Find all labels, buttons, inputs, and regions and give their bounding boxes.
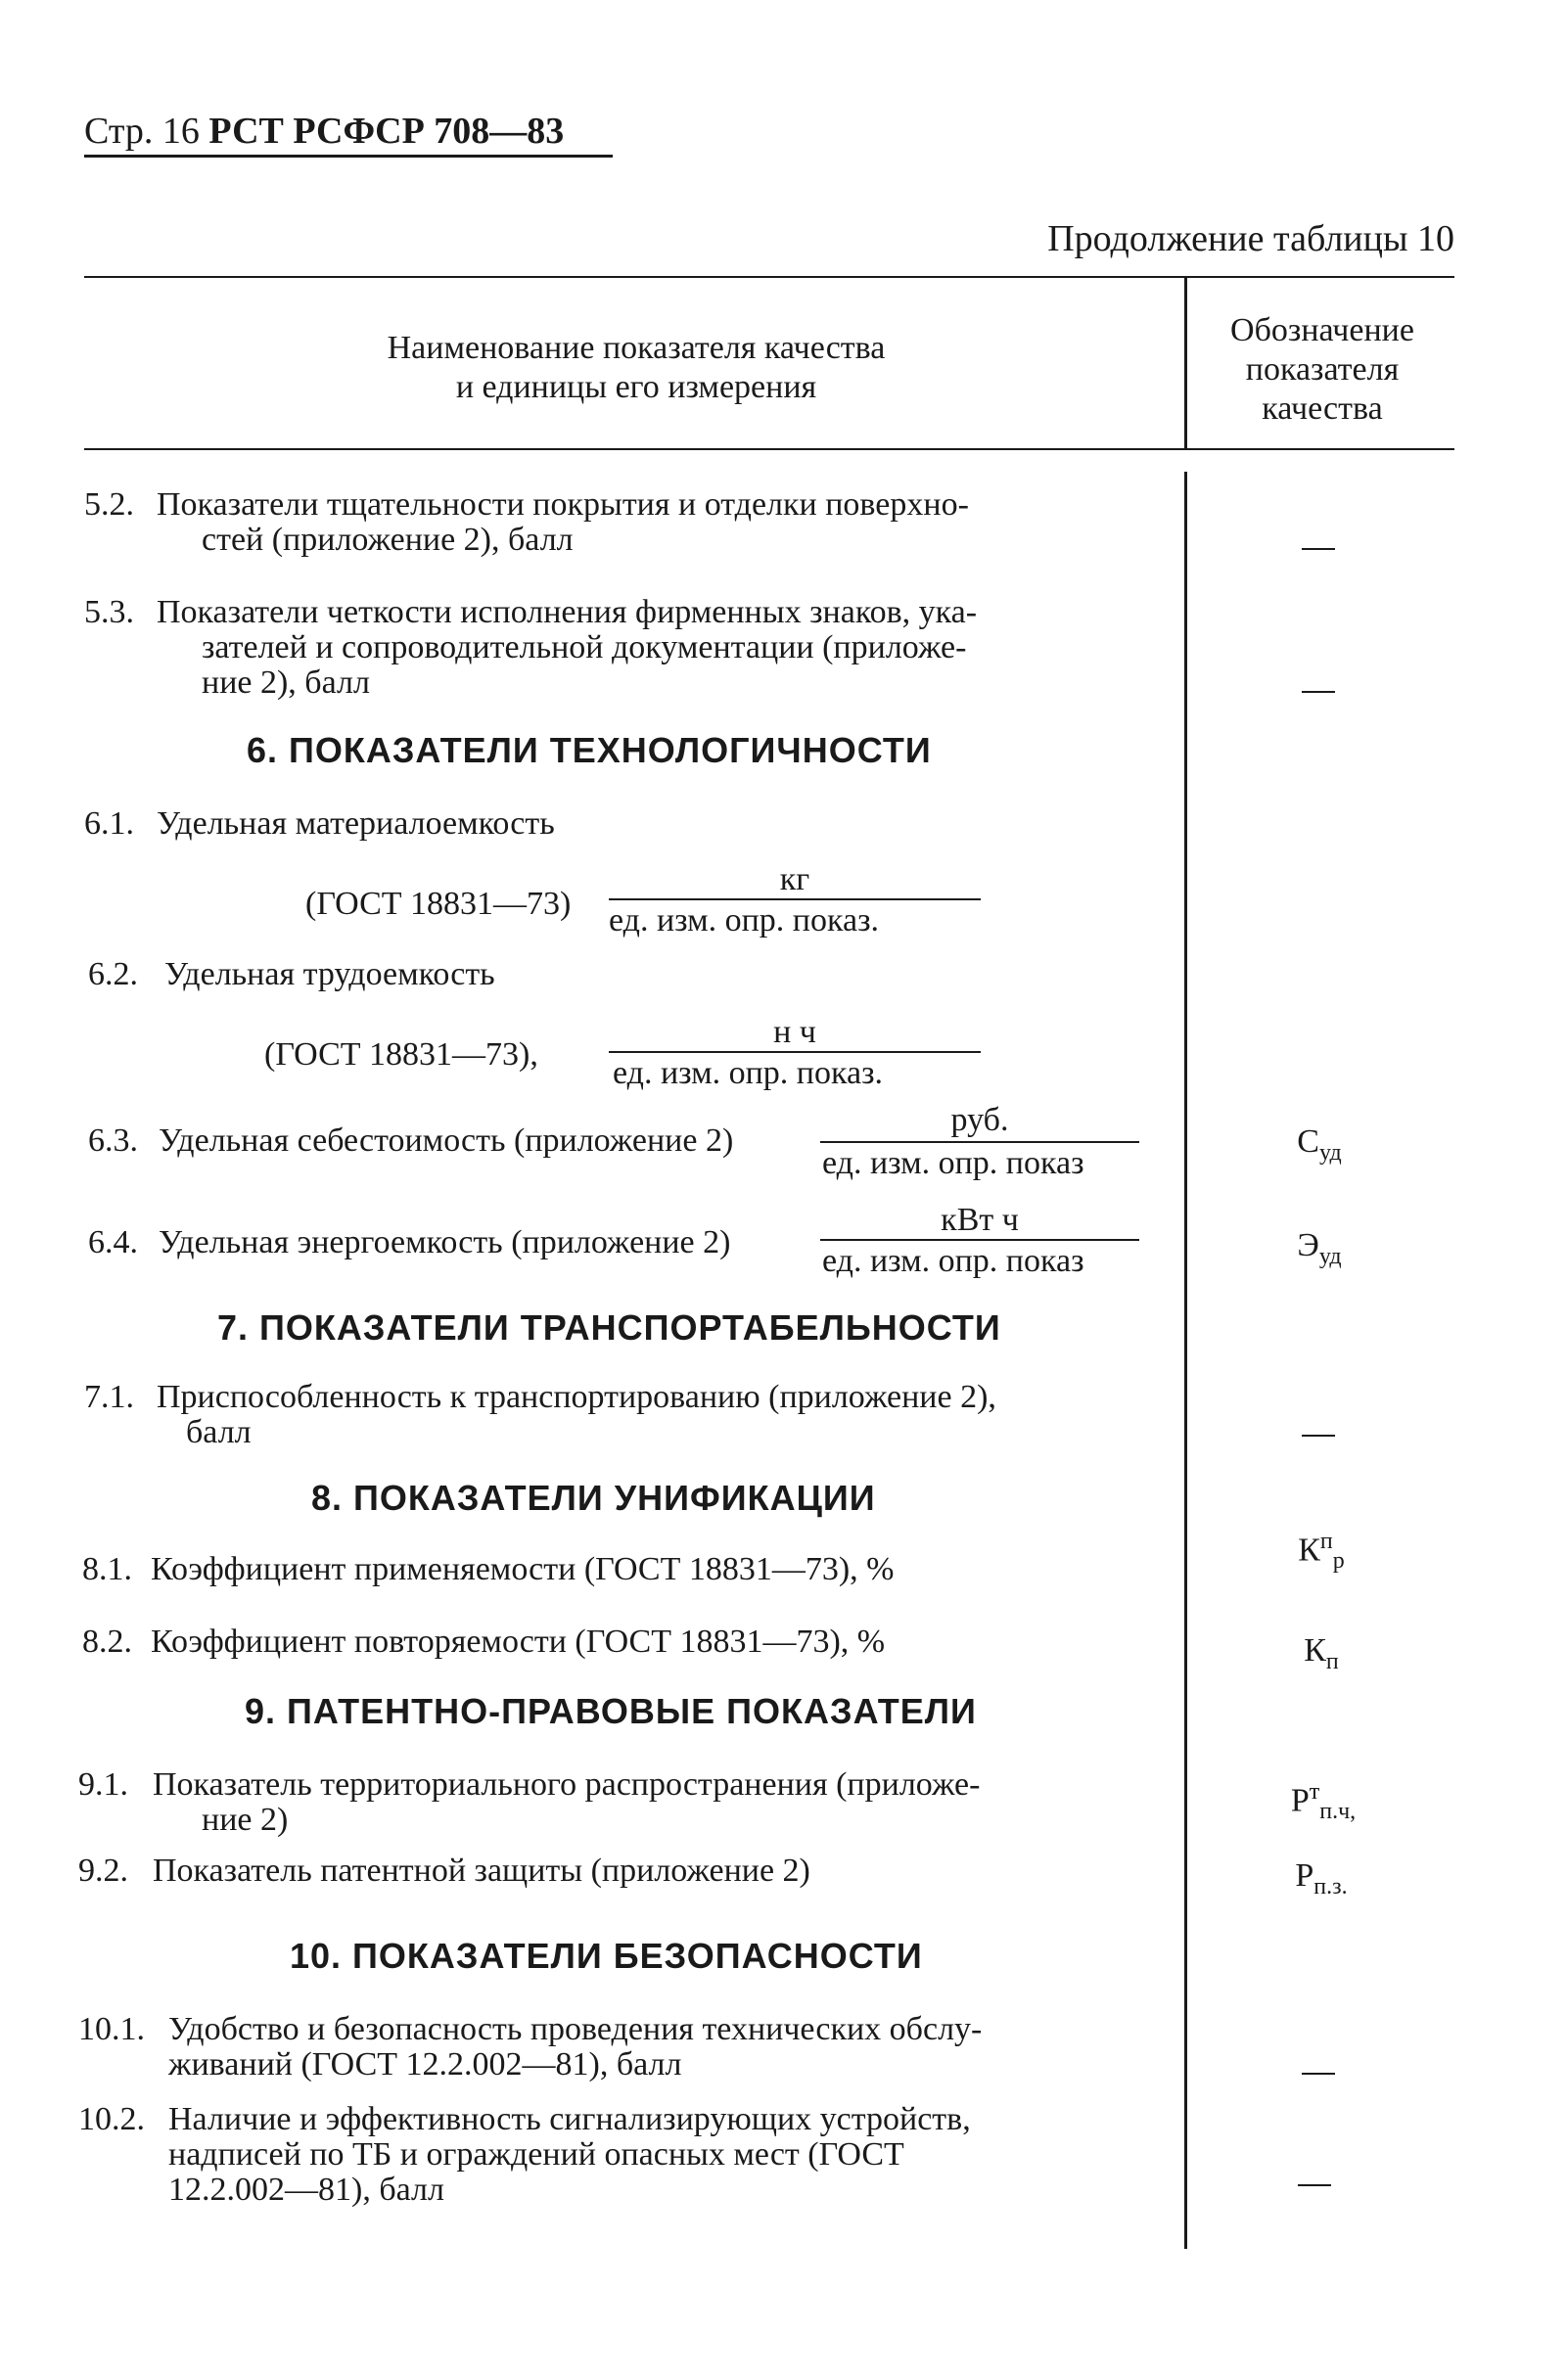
symbol-subscript: р [1332,1548,1345,1575]
row-number: 5.2. [84,486,134,523]
table-top-rule [84,276,1454,278]
section-heading-7: 7. ПОКАЗАТЕЛИ ТРАНСПОРТАБЕЛЬНОСТИ [217,1307,1001,1348]
row-text: Наличие и эффективность сигнализирующих устройств, [168,2101,971,2137]
symbol-letter: Э [1297,1227,1319,1263]
row-number: 6.3. [88,1122,138,1159]
section-heading-9: 9. ПАТЕНТНО-ПРАВОВЫЕ ПОКАЗАТЕЛИ [245,1691,977,1731]
column-header-indicator-name [196,329,1077,407]
section-heading-6: 6. ПОКАЗАТЕЛИ ТЕХНОЛОГИЧНОСТИ [247,730,932,770]
row-number: 6.4. [88,1224,138,1260]
symbol-letter: К [1304,1632,1326,1669]
symbol-subscript: п [1325,1648,1339,1674]
symbol-r-pch [1225,1779,1421,1825]
fraction-numerator: руб. [950,1102,1009,1138]
fraction-denominator: ед. изм. опр. показ [822,1145,1084,1181]
fraction-bar [609,1051,981,1053]
row-number: 5.3. [84,594,134,630]
unit-fraction [609,861,981,949]
symbol-r-pz [1223,1857,1419,1900]
row-text: ние 2), балл [202,664,370,701]
page-label: Стр. 16 [84,111,200,152]
column-header-line: и единицы его измерения [455,369,817,405]
fraction-denominator: ед. изм. опр. показ [822,1243,1084,1279]
row-text: Показатель патентной защиты (приложение 2) [153,1853,810,1889]
symbol-subscript: п.з. [1313,1873,1348,1899]
row-text: Показатель территориального распространения (приложе- [153,1766,981,1803]
body-column-divider [1184,472,1187,2249]
section-heading-8: 8. ПОКАЗАТЕЛИ УНИФИКАЦИИ [311,1478,876,1518]
row-text: Показатели тщательности покрытия и отделки поверхно- [157,486,969,523]
row-text: Удельная трудоемкость [164,956,495,992]
row-text: ние 2) [202,1802,289,1838]
fraction-denominator: ед. изм. опр. показ. [613,1055,884,1091]
no-symbol-dash [1302,691,1335,693]
section-heading-10: 10. ПОКАЗАТЕЛИ БЕЗОПАСНОСТИ [290,1936,923,1976]
symbol-k-p [1223,1632,1419,1675]
row-text: Показатели четкости исполнения фирменных знаков, ука- [157,594,978,630]
symbol-c-ud [1221,1123,1417,1167]
table-header-rule [84,448,1454,450]
unit-fraction [820,1202,1139,1290]
row-number: 9.1. [78,1766,128,1803]
no-symbol-dash [1302,548,1335,550]
no-symbol-dash [1302,1435,1335,1437]
fraction-bar [820,1141,1139,1143]
row-number: 10.1. [78,2011,145,2047]
row-text: надписей по ТБ и ограждений опасных мест (ГОСТ [168,2136,904,2173]
row-text: Удобство и безопасность проведения технических обслу- [168,2011,983,2047]
symbol-letter: Р [1295,1857,1314,1894]
symbol-subscript: уд [1318,1243,1342,1269]
row-text: Удельная энергоемкость (приложение 2) [159,1224,731,1260]
no-symbol-dash [1302,2073,1335,2075]
row-text: стей (приложение 2), балл [202,522,574,558]
column-header-line: показателя [1245,351,1400,388]
row-number: 8.1. [82,1551,132,1587]
symbol-letter: К [1298,1532,1320,1569]
symbol-subscript: п.ч, [1319,1799,1357,1825]
fraction-numerator: кВт ч [941,1202,1019,1238]
symbol-k-pr [1223,1529,1419,1575]
page-header [84,110,564,153]
row-number: 7.1. [84,1379,134,1415]
column-header-line: качества [1262,390,1383,427]
row-text: Коэффициент применяемости (ГОСТ 18831—73), % [151,1551,895,1587]
row-text: живаний (ГОСТ 12.2.002—81), балл [168,2046,682,2082]
symbol-letter: С [1297,1123,1319,1160]
row-number: 6.2. [88,956,138,992]
unit-fraction [609,1014,981,1102]
row-6-1-reference: (ГОСТ 18831—73) [305,886,572,922]
column-header-line: Обозначение [1230,312,1414,348]
fraction-bar [820,1239,1139,1241]
row-number: 8.2. [82,1624,132,1660]
row-number: 9.2. [78,1853,128,1889]
row-number: 6.1. [84,805,134,842]
header-column-divider [1184,276,1187,450]
column-header-line: Наименование показателя качества [387,330,886,366]
row-6-2-reference: (ГОСТ 18831—73), [264,1036,538,1073]
fraction-numerator: н ч [773,1014,816,1050]
row-text: Удельная материалоемкость [157,805,555,842]
column-header-symbol [1190,311,1454,429]
standard-code: РСТ РСФСР 708—83 [208,111,565,152]
row-text: Приспособленность к транспортированию (приложение 2), [157,1379,996,1415]
symbol-superscript: т [1309,1779,1320,1805]
row-text: зателей и сопроводительной документации (приложе- [202,629,967,665]
symbol-subscript: уд [1318,1139,1342,1166]
symbol-letter: Р [1290,1782,1310,1819]
fraction-denominator: ед. изм. опр. показ. [609,902,880,938]
no-symbol-dash [1298,2184,1331,2186]
unit-fraction [820,1102,1139,1194]
symbol-e-ud [1221,1227,1417,1270]
row-text: Удельная себестоимость (приложение 2) [159,1122,734,1159]
row-number: 10.2. [78,2101,145,2137]
row-text: Коэффициент повторяемости (ГОСТ 18831—73), % [151,1624,886,1660]
row-text: балл [186,1414,252,1450]
row-text: 12.2.002—81), балл [168,2172,444,2208]
table-continuation-label: Продолжение таблицы 10 [1047,218,1454,259]
header-underline [84,155,613,158]
fraction-numerator: кг [779,861,810,897]
fraction-bar [609,898,981,900]
symbol-superscript: п [1319,1529,1333,1554]
